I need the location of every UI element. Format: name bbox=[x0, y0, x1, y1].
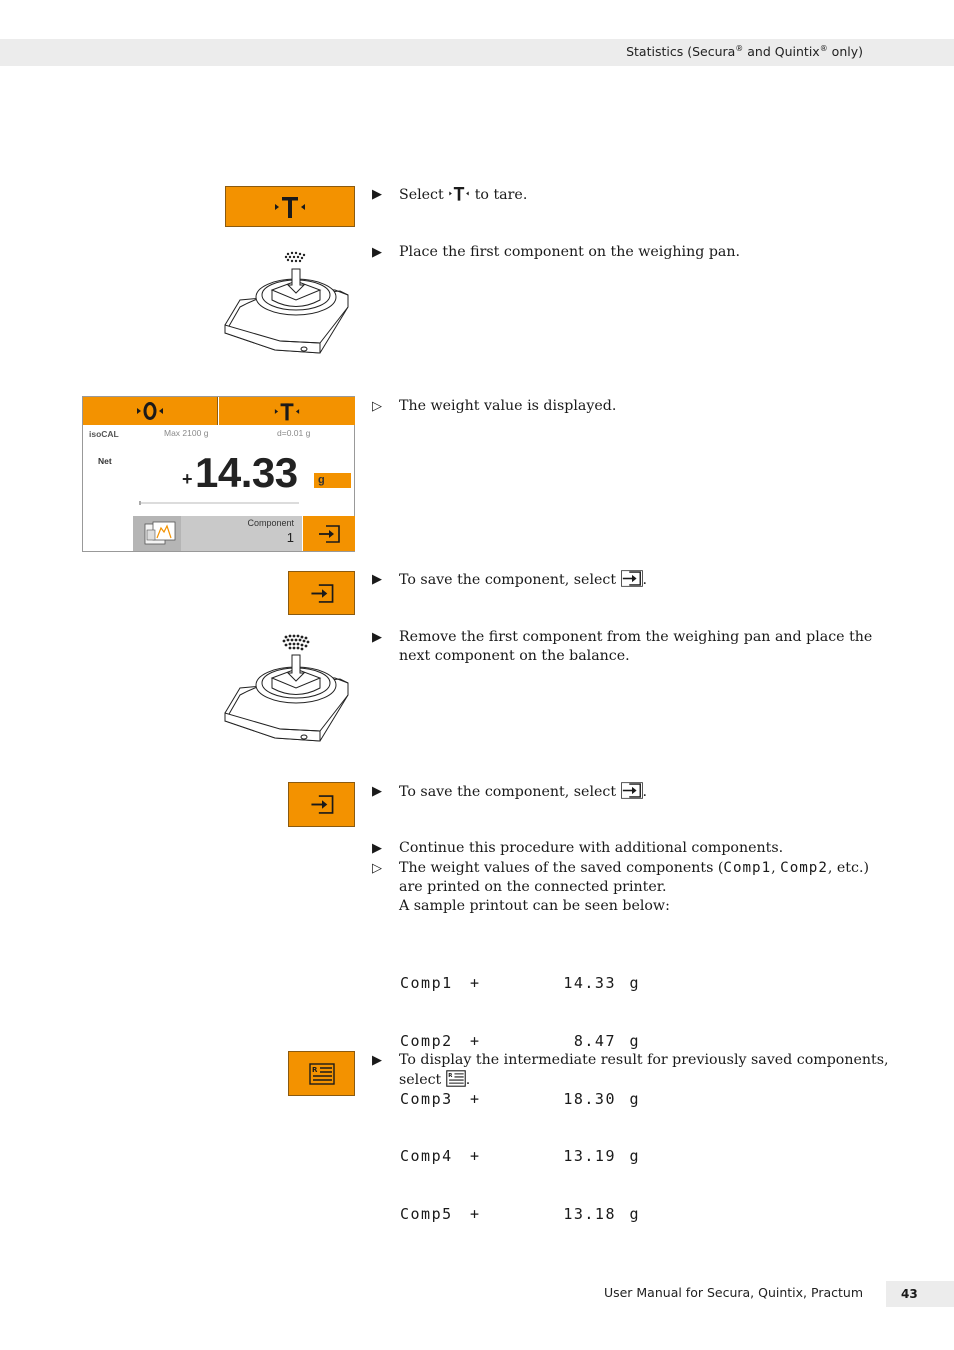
tare-icon bbox=[273, 194, 307, 220]
page-number: 43 bbox=[886, 1281, 954, 1307]
save-component-button[interactable] bbox=[288, 571, 355, 615]
printout-row: Comp3 + 18.30 g bbox=[400, 1089, 640, 1108]
readability: d=0.01 g bbox=[277, 428, 311, 438]
application-icon[interactable] bbox=[133, 516, 181, 551]
tare-icon bbox=[448, 185, 470, 202]
component-number: 1 bbox=[286, 530, 294, 545]
section-title: Statistics (Secura® and Quintix® only) bbox=[626, 44, 863, 60]
zero-icon bbox=[135, 400, 165, 422]
footer-manual-title: User Manual for Secura, Quintix, Practum bbox=[603, 1285, 863, 1300]
step-continue: ▶ Continue this procedure with additional components. bbox=[372, 840, 784, 856]
balance-illustration-icon bbox=[220, 245, 355, 360]
save-component-button[interactable] bbox=[288, 782, 355, 827]
printout-row: Comp1 + 14.33 g bbox=[400, 974, 640, 993]
unit-badge[interactable]: g bbox=[314, 473, 351, 488]
tare-button[interactable] bbox=[225, 186, 355, 227]
tare-icon bbox=[273, 401, 301, 422]
step-weight-displayed: ▷ The weight value is displayed. bbox=[372, 398, 617, 414]
save-component-button[interactable] bbox=[303, 516, 355, 551]
balance-display bbox=[82, 396, 355, 552]
save-icon bbox=[317, 525, 341, 543]
svg-text:R: R bbox=[311, 1065, 317, 1074]
result-list-icon bbox=[446, 1070, 466, 1087]
printout-row: Comp4 + 13.19 g bbox=[400, 1147, 640, 1166]
component-panel bbox=[133, 516, 302, 551]
zero-button[interactable] bbox=[83, 397, 218, 425]
save-icon bbox=[309, 584, 335, 603]
step-printed: ▷ The weight values of the saved components (Comp1, Comp2, etc.) are printed on the connected printer. A sample printout can be seen below: bbox=[372, 860, 869, 914]
save-icon bbox=[621, 782, 643, 799]
step-save-1: ▶ To save the component, select . bbox=[372, 572, 648, 588]
printout-row: Comp5 + 13.18 g bbox=[400, 1204, 640, 1223]
result-button[interactable] bbox=[288, 1051, 355, 1096]
net-label: Net bbox=[98, 456, 112, 466]
svg-text:R: R bbox=[448, 1072, 453, 1079]
weight-value: 14.33 bbox=[195, 449, 298, 496]
step-remove-place: ▶ Remove the first component from the weighing pan and place the next component on the balance. bbox=[372, 629, 873, 664]
tare-button[interactable] bbox=[219, 397, 355, 425]
step-save-2: ▶ To save the component, select . bbox=[372, 784, 648, 800]
result-list-icon bbox=[309, 1063, 335, 1085]
component-label: Component bbox=[247, 518, 294, 528]
max-capacity: Max 2100 g bbox=[164, 428, 209, 438]
step-place-first: ▶ Place the first component on the weighing pan. bbox=[372, 244, 741, 260]
isocal-label: isoCAL bbox=[89, 429, 119, 439]
step-tare: ▶ Select to tare. bbox=[372, 187, 528, 203]
printout-row: Comp2 + 8.47 g bbox=[400, 1032, 640, 1050]
capacity-bar bbox=[139, 502, 299, 504]
save-icon bbox=[621, 570, 643, 587]
save-icon bbox=[309, 795, 335, 814]
step-display-result: ▶ To display the intermediate result for previously saved components, select R . bbox=[372, 1052, 889, 1088]
page-header bbox=[0, 39, 954, 66]
balance-illustration-icon bbox=[220, 633, 355, 748]
weight-sign: + bbox=[182, 469, 193, 489]
